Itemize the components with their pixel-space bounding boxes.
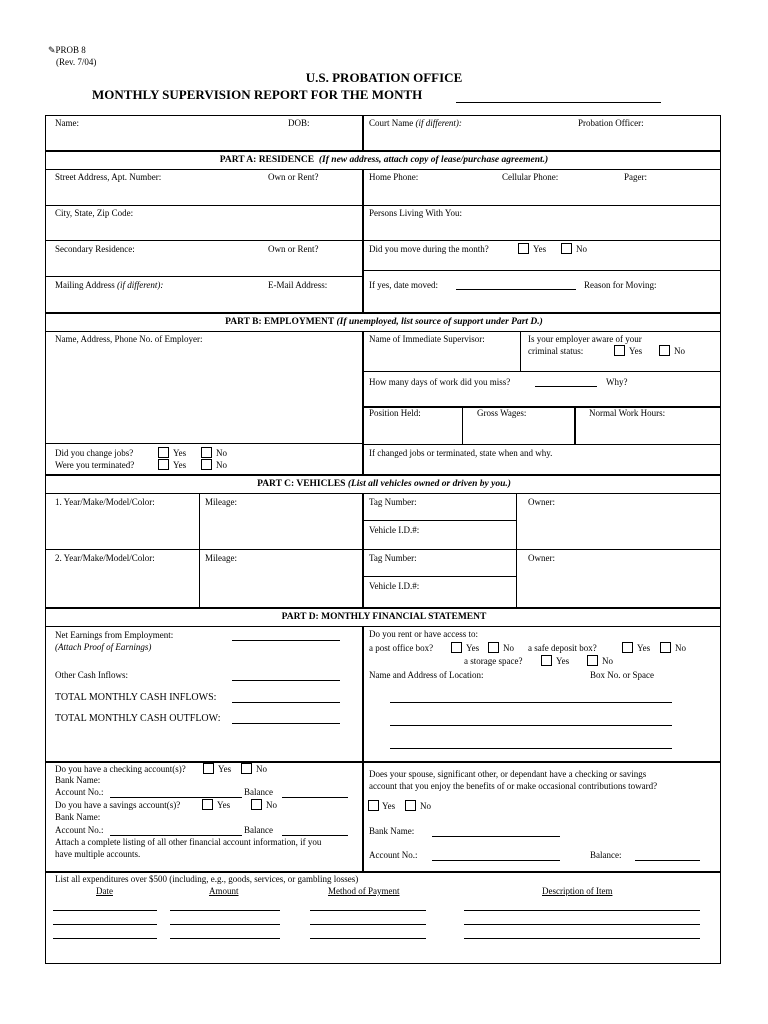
office-title: U.S. PROBATION OFFICE bbox=[305, 70, 463, 85]
vehicle-1-owner-label: Owner: bbox=[528, 497, 555, 507]
reason-moving-label: Reason for Moving: bbox=[584, 280, 657, 290]
total-inflows-field[interactable] bbox=[232, 702, 340, 703]
safe-deposit-label: a safe deposit box? bbox=[528, 643, 597, 653]
vehicle-2-vin-label: Vehicle I.D.#: bbox=[369, 581, 420, 591]
total-outflow-field[interactable] bbox=[232, 723, 340, 724]
checking-account-label: Account No.: bbox=[55, 787, 104, 797]
moved-no-label: No bbox=[576, 244, 587, 254]
email-label: E-Mail Address: bbox=[268, 280, 328, 290]
spouse-yes-checkbox[interactable] bbox=[368, 800, 379, 811]
terminated-no-label: No bbox=[216, 460, 227, 470]
part-d-heading: PART D: MONTHLY FINANCIAL STATEMENT bbox=[281, 612, 487, 622]
expense-method-field[interactable] bbox=[310, 938, 426, 939]
savings-yes-checkbox[interactable] bbox=[202, 799, 213, 810]
own-rent-label-2: Own or Rent? bbox=[268, 244, 319, 254]
change-jobs-no-checkbox[interactable] bbox=[201, 447, 212, 458]
days-missed-field[interactable] bbox=[535, 386, 597, 387]
expense-amount-field[interactable] bbox=[170, 924, 280, 925]
savings-account-label: Account No.: bbox=[55, 825, 104, 835]
home-phone-label: Home Phone: bbox=[369, 172, 419, 182]
gross-wages-label: Gross Wages: bbox=[477, 408, 527, 418]
spouse-no-checkbox[interactable] bbox=[405, 800, 416, 811]
vehicle-1-tag-label: Tag Number: bbox=[369, 497, 417, 507]
location-line-1[interactable] bbox=[390, 702, 672, 703]
spouse-balance-label: Balance: bbox=[590, 850, 622, 860]
terminated-label: Were you terminated? bbox=[55, 460, 135, 470]
moved-no-checkbox[interactable] bbox=[561, 243, 572, 254]
safe-deposit-yes-checkbox[interactable] bbox=[622, 642, 633, 653]
supervisor-label: Name of Immediate Supervisor: bbox=[369, 334, 485, 344]
spouse-balance-field[interactable] bbox=[635, 860, 700, 861]
terminated-yes-checkbox[interactable] bbox=[158, 459, 169, 470]
expenditures-label: List all expenditures over $500 (including, e.g., goods, services, or gambling losses) bbox=[55, 874, 359, 884]
aware-no-label: No bbox=[674, 346, 685, 356]
checking-no-label: No bbox=[256, 764, 267, 774]
change-jobs-yes-checkbox[interactable] bbox=[158, 447, 169, 458]
checking-no-checkbox[interactable] bbox=[241, 763, 252, 774]
expense-date-field[interactable] bbox=[53, 924, 157, 925]
savings-balance-label: Balance bbox=[244, 825, 273, 835]
expense-amount-field[interactable] bbox=[170, 938, 280, 939]
vehicle-1-mileage-label: Mileage: bbox=[205, 497, 237, 507]
spouse-account-field[interactable] bbox=[432, 860, 560, 861]
rent-access-label: Do you rent or have access to: bbox=[369, 629, 478, 639]
checking-balance-field[interactable] bbox=[282, 797, 348, 798]
court-name-label: Court Name (if different): bbox=[369, 118, 462, 128]
storage-yes-label: Yes bbox=[556, 656, 570, 666]
storage-yes-checkbox[interactable] bbox=[541, 655, 552, 666]
moved-yes-checkbox[interactable] bbox=[518, 243, 529, 254]
savings-no-checkbox[interactable] bbox=[251, 799, 262, 810]
spouse-account-label-1: Does your spouse, significant other, or dependant have a checking or savings bbox=[369, 769, 647, 779]
checking-label: Do you have a checking account(s)? bbox=[55, 764, 186, 774]
storage-no-checkbox[interactable] bbox=[587, 655, 598, 666]
savings-balance-field[interactable] bbox=[282, 835, 348, 836]
po-box-label: a post office box? bbox=[369, 643, 434, 653]
box-number-label: Box No. or Space bbox=[590, 670, 654, 680]
spouse-yes-label: Yes bbox=[382, 801, 396, 811]
po-box-no-label: No bbox=[503, 643, 514, 653]
vehicle-1-vin-label: Vehicle I.D.#: bbox=[369, 525, 420, 535]
po-box-no-checkbox[interactable] bbox=[488, 642, 499, 653]
cell-phone-label: Cellular Phone: bbox=[502, 172, 559, 182]
why-label: Why? bbox=[606, 377, 628, 387]
savings-bank-name-label: Bank Name: bbox=[55, 812, 101, 822]
total-outflow-label: TOTAL MONTHLY CASH OUTFLOW: bbox=[55, 713, 221, 724]
date-moved-label: If yes, date moved: bbox=[369, 280, 438, 290]
safe-deposit-yes-label: Yes bbox=[637, 643, 651, 653]
changed-jobs-state-label: If changed jobs or terminated, state when and why. bbox=[369, 448, 553, 458]
moved-label: Did you move during the month? bbox=[369, 244, 489, 254]
expense-date-field[interactable] bbox=[53, 910, 157, 911]
vehicle-2-tag-label: Tag Number: bbox=[369, 553, 417, 563]
col-description-header: Description of Item bbox=[542, 886, 613, 896]
savings-no-label: No bbox=[266, 800, 277, 810]
total-inflows-label: TOTAL MONTHLY CASH INFLOWS: bbox=[55, 692, 217, 703]
savings-account-field[interactable] bbox=[110, 835, 242, 836]
part-b-heading: PART B: EMPLOYMENT (If unemployed, list source of support under Part D.) bbox=[225, 317, 543, 327]
expense-amount-field[interactable] bbox=[170, 910, 280, 911]
vehicle-2-label: 2. Year/Make/Model/Color: bbox=[55, 553, 155, 563]
aware-yes-label: Yes bbox=[629, 346, 643, 356]
checking-account-field[interactable] bbox=[110, 797, 242, 798]
pager-label: Pager: bbox=[624, 172, 647, 182]
month-field[interactable] bbox=[456, 102, 661, 103]
work-hours-label: Normal Work Hours: bbox=[589, 408, 666, 418]
criminal-status-label: criminal status: bbox=[528, 346, 584, 356]
checking-balance-label: Balance bbox=[244, 787, 273, 797]
aware-yes-checkbox[interactable] bbox=[614, 345, 625, 356]
change-jobs-label: Did you change jobs? bbox=[55, 448, 134, 458]
col-date-header: Date bbox=[96, 886, 113, 896]
col-amount-header: Amount bbox=[209, 886, 239, 896]
mailing-address-label: Mailing Address (if different): bbox=[55, 280, 164, 290]
other-cash-label: Other Cash Inflows: bbox=[55, 670, 128, 680]
change-jobs-yes-label: Yes bbox=[173, 448, 187, 458]
other-cash-field[interactable] bbox=[232, 680, 340, 681]
vehicle-1-label: 1. Year/Make/Model/Color: bbox=[55, 497, 155, 507]
spouse-bank-name-label: Bank Name: bbox=[369, 826, 415, 836]
expense-description-field[interactable] bbox=[464, 938, 700, 939]
po-box-yes-label: Yes bbox=[466, 643, 480, 653]
location-label: Name and Address of Location: bbox=[369, 670, 484, 680]
persons-label: Persons Living With You: bbox=[369, 208, 462, 218]
attach-proof-label: (Attach Proof of Earnings) bbox=[55, 642, 152, 652]
attach-listing-label: Attach a complete listing of all other financial account information, if you bbox=[55, 837, 322, 847]
checking-yes-checkbox[interactable] bbox=[203, 763, 214, 774]
expense-method-field[interactable] bbox=[310, 910, 426, 911]
checking-bank-name-label: Bank Name: bbox=[55, 775, 101, 785]
report-title: MONTHLY SUPERVISION REPORT FOR THE MONTH bbox=[92, 87, 423, 102]
expense-description-field[interactable] bbox=[464, 910, 700, 911]
net-earnings-field[interactable] bbox=[232, 640, 340, 641]
savings-label: Do you have a savings account(s)? bbox=[55, 800, 181, 810]
location-line-3[interactable] bbox=[390, 748, 672, 749]
employer-aware-label: Is your employer aware of your bbox=[528, 334, 642, 344]
street-address-label: Street Address, Apt. Number: bbox=[55, 172, 162, 182]
terminated-no-checkbox[interactable] bbox=[201, 459, 212, 470]
date-moved-field[interactable] bbox=[456, 289, 576, 290]
dob-label: DOB: bbox=[288, 118, 310, 128]
safe-deposit-no-checkbox[interactable] bbox=[660, 642, 671, 653]
pen-icon: ✎ bbox=[48, 45, 56, 55]
po-box-yes-checkbox[interactable] bbox=[451, 642, 462, 653]
form-code: ✎PROB 8 bbox=[48, 45, 86, 55]
vehicle-2-owner-label: Owner: bbox=[528, 553, 555, 563]
spouse-account-label: Account No.: bbox=[369, 850, 418, 860]
probation-officer-label: Probation Officer: bbox=[578, 118, 644, 128]
part-c-heading: PART C: VEHICLES (List all vehicles owned or driven by you.) bbox=[257, 479, 511, 489]
net-earnings-label: Net Earnings from Employment: bbox=[55, 630, 174, 640]
change-jobs-no-label: No bbox=[216, 448, 227, 458]
checking-yes-label: Yes bbox=[218, 764, 232, 774]
location-line-2[interactable] bbox=[390, 725, 672, 726]
storage-label: a storage space? bbox=[464, 656, 523, 666]
days-missed-label: How many days of work did you miss? bbox=[369, 377, 511, 387]
expense-method-field[interactable] bbox=[310, 924, 426, 925]
terminated-yes-label: Yes bbox=[173, 460, 187, 470]
storage-no-label: No bbox=[602, 656, 613, 666]
part-a-heading: PART A: RESIDENCE (If new address, attach copy of lease/purchase agreement.) bbox=[219, 155, 549, 165]
own-rent-label: Own or Rent? bbox=[268, 172, 319, 182]
spouse-bank-name-field[interactable] bbox=[432, 836, 560, 837]
moved-yes-label: Yes bbox=[533, 244, 547, 254]
multiple-accounts-label: have multiple accounts. bbox=[55, 849, 141, 859]
position-held-label: Position Held: bbox=[369, 408, 421, 418]
expense-date-field[interactable] bbox=[53, 938, 157, 939]
secondary-residence-label: Secondary Residence: bbox=[55, 244, 135, 254]
name-label: Name: bbox=[55, 118, 79, 128]
expense-description-field[interactable] bbox=[464, 924, 700, 925]
spouse-account-label-2: account that you enjoy the benefits of or make occasional contributions toward? bbox=[369, 781, 658, 791]
safe-deposit-no-label: No bbox=[675, 643, 686, 653]
vehicle-2-mileage-label: Mileage: bbox=[205, 553, 237, 563]
employer-label: Name, Address, Phone No. of Employer: bbox=[55, 334, 203, 344]
col-method-header: Method of Payment bbox=[328, 886, 400, 896]
savings-yes-label: Yes bbox=[217, 800, 231, 810]
city-label: City, State, Zip Code: bbox=[55, 208, 134, 218]
spouse-no-label: No bbox=[420, 801, 431, 811]
form-revision: (Rev. 7/04) bbox=[56, 57, 97, 67]
aware-no-checkbox[interactable] bbox=[659, 345, 670, 356]
